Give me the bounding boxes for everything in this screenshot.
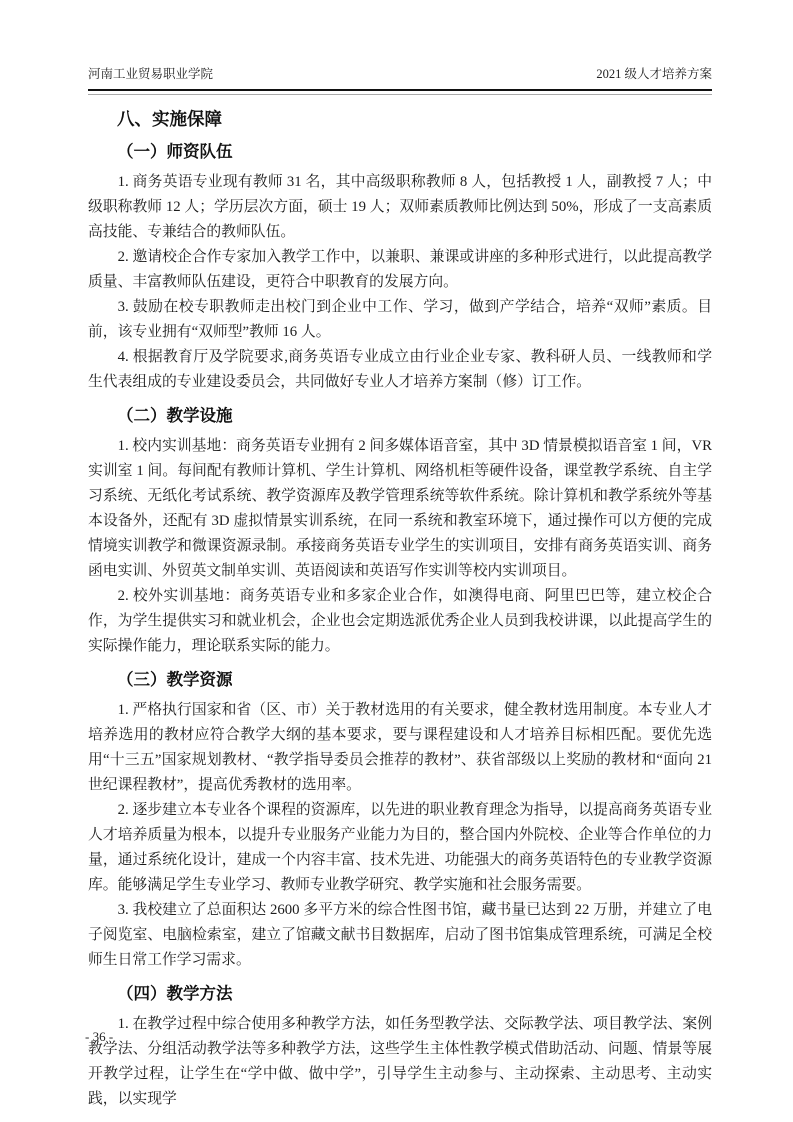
paragraph: 1. 商务英语专业现有教师 31 名，其中高级职称教师 8 人，包括教授 1 人，副教授 7 人；中级职称教师 12 人；学历层次方面，硕士 19 人；双师素质教师比例达到 50%，形成了一支高素质高技能、专兼结合的教师队伍。 [88,174,712,240]
paragraph: 1. 严格执行国家和省（区、市）关于教材选用的有关要求，健全教材选用制度。本专业人才培养选用的教材应符合教学大纲的基本要求，要与课程建设和人才培养目标相匹配。要优先选用“十三五”国家规划教材、“教学指导委员会推荐的教材”、获省部级以上奖励的教材和“面向 21 世纪课程教材”，提高优秀教材的选用率。 [88,702,712,793]
section-heading-teacher-team: （一）师资队伍 [117,143,233,161]
page-header [88,64,712,89]
paragraph: 3. 我校建立了总面积达 2600 多平方米的综合性图书馆，藏书量已达到 22 万册，并建立了电子阅览室、电脑检索室，建立了馆藏文献书目数据库，启动了图书馆集成管理系统，可满足全校师生日常工作学习需求。 [88,902,712,968]
header-doc-name: 2021 级人才培养方案 [596,67,712,81]
section-heading-teaching-facilities: （二）教学设施 [117,407,233,425]
paragraph: 3. 鼓励在校专职教师走出校门到企业中工作、学习，做到产学结合，培养“双师”素质。目前，该专业拥有“双师型”教师 16 人。 [88,299,712,340]
header-rule [88,89,712,95]
section-teaching-resources [88,669,712,973]
paragraph: 1. 在教学过程中综合使用多种教学方法，如任务型教学法、交际教学法、项目教学法、案例教学法、分组活动教学法等多种教学方法，这些学生主体性教学模式借助活动、问题、情景等展开教学过程，让学生在“学中做、做中学”，引导学生主动参与、主动探索、主动思考、主动实践，以实现学 [88,1016,712,1107]
section-teaching-facilities [88,405,712,659]
paragraph: 2. 逐步建立本专业各个课程的资源库，以先进的职业教育理念为指导，以提高商务英语专业人才培养质量为根本，以提升专业服务产业能力为目的，整合国内外院校、企业等合作单位的力量，通过系统化设计，建成一个内容丰富、技术先进、功能强大的商务英语特色的专业教学资源库。能够满足学生专业学习、教师专业教学研究、教学实施和社会服务需要。 [88,802,712,893]
header-school-name: 河南工业贸易职业学院 [88,67,214,81]
content-area [88,64,712,1112]
paragraph: 2. 校外实训基地：商务英语专业和多家企业合作，如澳得电商、阿里巴巴等，建立校企合作，为学生提供实习和就业机会，企业也会定期选派优秀企业人员到我校讲课，以此提高学生的实际操作能力，理论联系实际的能力。 [88,588,712,654]
paragraph: 4. 根据教育厅及学院要求,商务英语专业成立由行业企业专家、教科研人员、一线教师和学生代表组成的专业建设委员会，共同做好专业人才培养方案制（修）订工作。 [88,349,712,390]
section-heading-teaching-methods: （四）教学方法 [117,985,233,1003]
page-footer [85,1029,113,1045]
paragraph: 2. 邀请校企合作专家加入教学工作中，以兼职、兼课或讲座的多种形式进行，以此提高教学质量、丰富教师队伍建设，更符合中职教育的发展方向。 [88,249,712,290]
page-number: - 36 - [85,1029,114,1044]
section-heading-teaching-resources: （三）教学资源 [117,671,233,689]
page-title: 八、实施保障 [117,109,222,129]
section-teacher-team [88,141,712,395]
section-teaching-methods [88,983,712,1112]
paragraph: 1. 校内实训基地：商务英语专业拥有 2 间多媒体语音室，其中 3D 情景模拟语音室 1 间，VR 实训室 1 间。每间配有教师计算机、学生计算机、网络机柜等硬件设备，课堂教学系统、自主学习系统、无纸化考试系统、教学资源库及教学管理系统等软件系统。除计算机和教学系统外等基本设备外，还配有 3D 虚拟情景实训系统，在同一系统和教室环境下，通过操作可以方便的完成情境实训教学和微课资源录制。承接商务英语专业学生的实训项目，安排有商务英语实训、商务函电实训、外贸英文制单实训、英语阅读和英语写作实训等校内实训项目。 [88,438,712,579]
